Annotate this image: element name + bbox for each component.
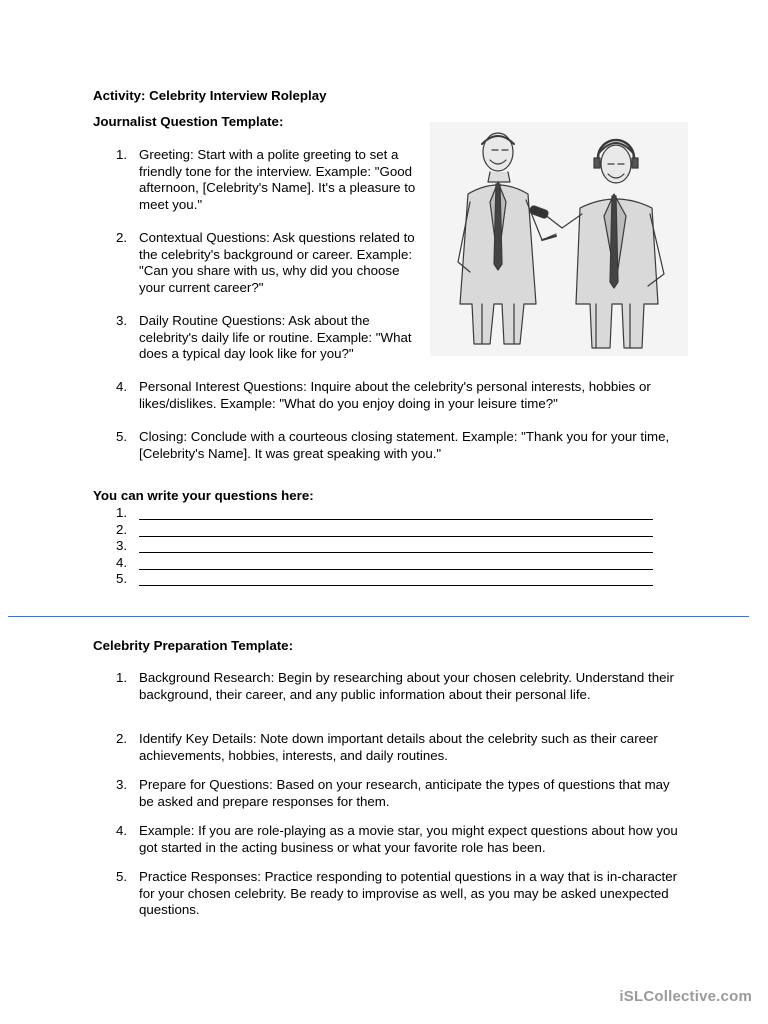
list-number: 3. [116,538,128,553]
list-number: 1. [116,670,128,685]
answer-line-item[interactable] [93,571,693,588]
answer-lines-list [93,505,693,588]
celebrity-list-item-4 [93,823,683,856]
list-number: 2. [116,731,128,746]
list-number: 1. [116,505,128,520]
list-text: Background Research: Begin by researching about your chosen celebrity. Understand their background, their career, and any public information about their personal life. [139,670,674,702]
blank-answer-line[interactable] [139,522,653,537]
journalist-list-item-4 [93,379,683,412]
list-item [93,429,683,462]
list-text: Personal Interest Questions: Inquire about the celebrity's personal interests, hobbies or likes/dislikes. Example: "What do you enjoy doing in your leisure time?" [139,379,651,411]
celebrity-list-item-1 [93,670,683,703]
journalist-list-item-5 [93,429,683,462]
list-item [93,823,683,856]
list-item [93,230,423,296]
list-text: Identify Key Details: Note down important details about the celebrity such as their career achievements, hobbies, interests, and daily routines. [139,731,658,763]
list-text: Daily Routine Questions: Ask about the celebrity's daily life or routine. Example: "What does a typical day look like for you?" [139,313,412,361]
celebrity-list-item-3 [93,777,683,810]
list-item [93,731,683,764]
list-number: 4. [116,379,128,394]
list-item [93,379,683,412]
blank-answer-line[interactable] [139,571,653,586]
section-divider [8,616,749,617]
list-text: Contextual Questions: Ask questions related to the celebrity's background or career. Example: "Can you share with us, why did you choose your current career?" [139,230,415,295]
blank-answer-line[interactable] [139,505,653,520]
journalist-heading: Journalist Question Template: [93,114,284,129]
list-item [93,670,683,703]
list-item [93,147,423,213]
answer-line-item[interactable] [93,555,693,572]
list-text: Example: If you are role-playing as a movie star, you might expect questions about how you got started in the acting business or what your favorite role has been. [139,823,678,855]
list-number: 1. [116,147,128,162]
blank-answer-line[interactable] [139,555,653,570]
answer-line-item[interactable] [93,505,693,522]
list-number: 3. [116,777,128,792]
list-item [93,313,423,363]
list-number: 2. [116,230,128,245]
journalist-list-item-2 [93,230,423,296]
journalist-list-top [93,147,423,213]
answer-line-item[interactable] [93,522,693,539]
list-number: 3. [116,313,128,328]
list-item [93,777,683,810]
list-number: 5. [116,429,128,444]
blank-answer-line[interactable] [139,538,653,553]
celebrity-heading: Celebrity Preparation Template: [93,638,293,653]
write-section-heading: You can write your questions here: [93,488,314,503]
list-number: 4. [116,823,128,838]
list-text: Practice Responses: Practice responding to potential questions in a way that is in-character for your chosen celebrity. Be ready to improvise as well, as you may be asked unexpected questions. [139,869,678,917]
list-number: 4. [116,554,128,570]
list-text: Greeting: Start with a polite greeting to set a friendly tone for the interview. Example: "Good afternoon, [Celebrity's Name]. It's a pleasure to meet you." [139,147,416,212]
list-text: Prepare for Questions: Based on your research, anticipate the types of questions that may be asked and prepare responses for them. [139,777,670,809]
celebrity-list-item-5 [93,869,683,919]
answer-line-item[interactable] [93,538,693,555]
list-text: Closing: Conclude with a courteous closing statement. Example: "Thank you for your time, [Celebrity's Name]. It was great speaking with you." [139,429,670,461]
two-men-interview-sketch-icon [430,122,688,356]
activity-title: Activity: Celebrity Interview Roleplay [93,88,327,103]
journalist-list-item-3 [93,313,423,363]
list-item [93,869,683,919]
list-number: 5. [116,571,128,586]
watermark-logo: iSLCollective.com [619,988,752,1005]
list-number: 5. [116,869,128,884]
list-number: 2. [116,521,128,537]
celebrity-list-item-2 [93,731,683,764]
